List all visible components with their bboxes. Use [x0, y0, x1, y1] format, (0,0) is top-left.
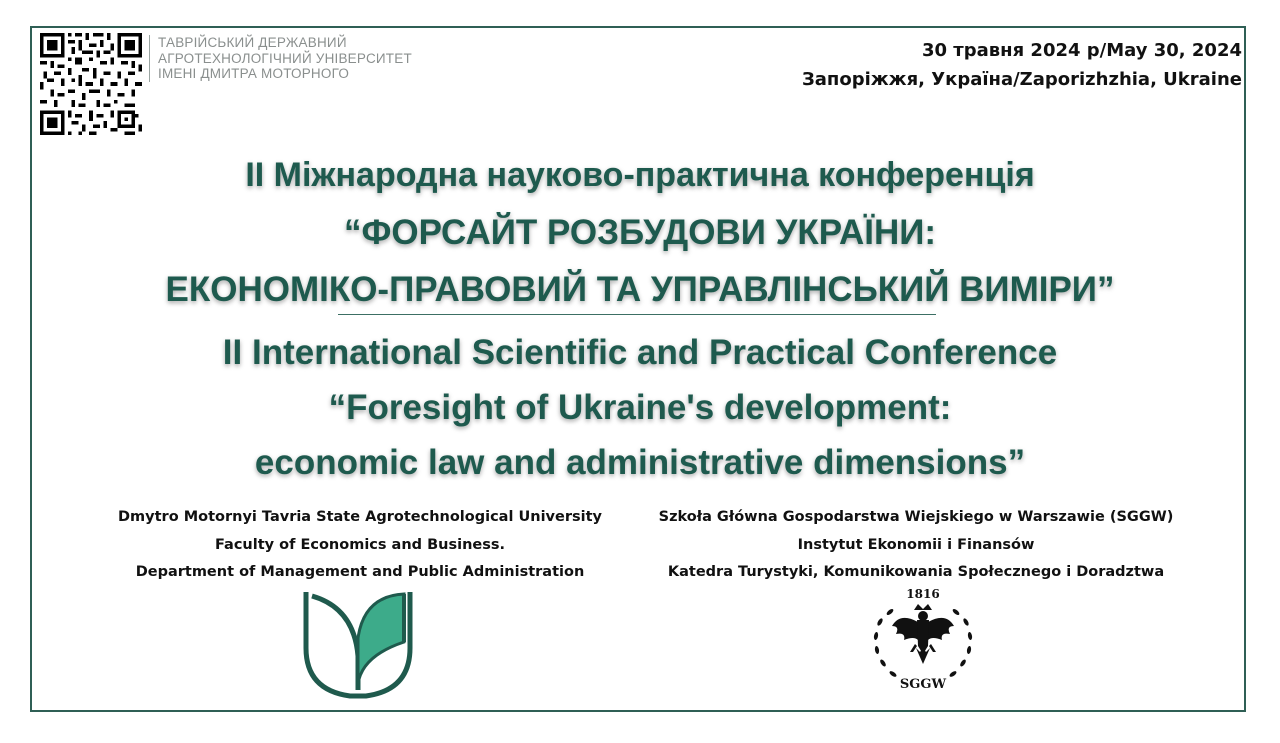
title-divider [338, 314, 936, 315]
title-en-line2: “Foresight of Ukraine's development: [328, 388, 952, 427]
organizer-poland [636, 504, 1196, 587]
conference-title-ukrainian [30, 147, 1250, 318]
event-place: Запоріжжя, Україна/Zaporizhzhia, Ukraine [801, 69, 1242, 90]
organizer-poland-line1: Szkoła Główna Gospodarstwa Wiejskiego w Warszawie (SGGW) [658, 509, 1174, 525]
seal-name: SGGW [899, 677, 947, 692]
title-en-line3: economic law and administrative dimensions” [254, 443, 1026, 482]
title-ua-line1: ІІ Міжнародна науково-практична конференція [245, 156, 1035, 194]
title-ua-line2: “ФОРСАЙТ РОЗБУДОВИ УКРАЇНИ: [343, 213, 937, 252]
organizer-ukraine-line3: Department of Management and Public Administration [135, 564, 585, 580]
event-date: 30 травня 2024 р/May 30, 2024 [921, 40, 1242, 61]
leaf-logo-icon [298, 586, 418, 700]
event-date-place [802, 36, 1242, 94]
eagle-seal-icon [866, 582, 980, 696]
university-name-line1: ТАВРІЙСЬКИЙ ДЕРЖАВНИЙ [158, 35, 347, 50]
seal-year: 1816 [906, 587, 940, 601]
title-ua-line3: ЕКОНОМІКО-ПРАВОВИЙ ТА УПРАВЛІНСЬКИЙ ВИМІРИ” [165, 270, 1115, 309]
organizer-poland-line2: Instytut Ekonomii i Finansów [797, 536, 1035, 553]
qr-code-icon [40, 33, 142, 135]
conference-title-english [30, 325, 1250, 490]
university-name-line2: АГРОТЕХНОЛОГІЧНИЙ УНІВЕРСИТЕТ [158, 50, 412, 66]
organizer-ukraine-line2: Faculty of Economics and Business. [214, 536, 505, 553]
organizer-poland-line3: Katedra Turystyki, Komunikowania Społecznego i Doradztwa [667, 564, 1165, 580]
title-en-line1: II International Scientific and Practical Conference [222, 333, 1058, 372]
organizer-ukraine [100, 504, 620, 587]
university-name-block [149, 35, 412, 82]
organizer-ukraine-line1: Dmytro Motornyi Tavria State Agrotechnological University [118, 509, 602, 525]
university-name-line3: ІМЕНІ ДМИТРА МОТОРНОГО [158, 66, 350, 81]
